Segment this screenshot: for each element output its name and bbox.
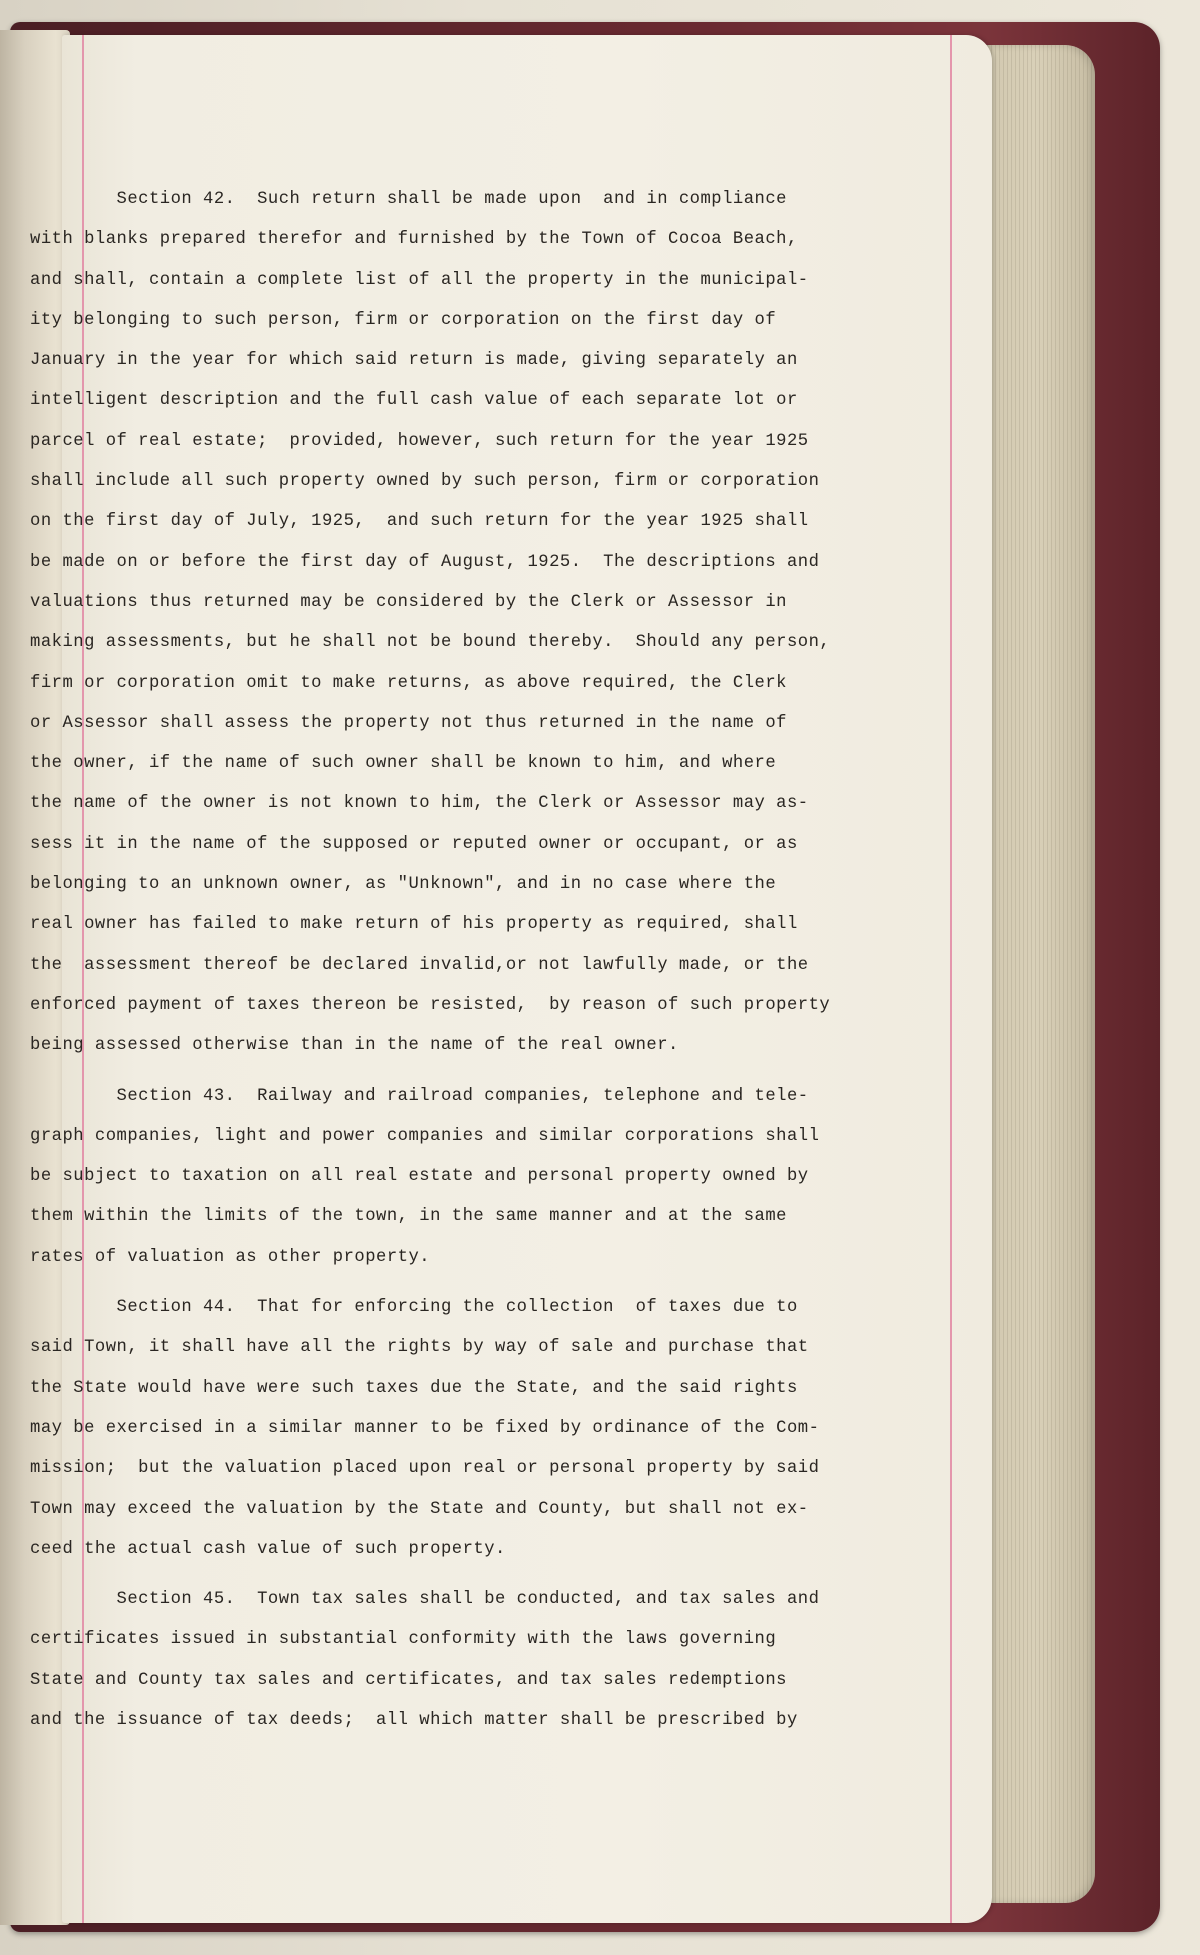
text-line: the State would have were such taxes due the State, and the said rights <box>30 1378 798 1398</box>
text-line: intelligent description and the full cash value of each separate lot or <box>30 391 798 411</box>
paragraph-section-42 <box>30 180 950 1067</box>
text-line: mission; but the valuation placed upon real or personal property by said <box>30 1459 820 1479</box>
text-line: the assessment thereof be declared invalid,or not lawfully made, or the <box>30 955 809 975</box>
paragraph-section-43 <box>30 1077 950 1278</box>
text-line: rates of valuation as other property. <box>30 1247 431 1267</box>
text-line: the owner, if the name of such owner shall be known to him, and where <box>30 754 777 774</box>
paragraph-section-45 <box>30 1580 950 1741</box>
text-line: graph companies, light and power companies and similar corporations shall <box>30 1126 820 1146</box>
text-line: firm or corporation omit to make returns, as above required, the Clerk <box>30 673 787 693</box>
text-line: may be exercised in a similar manner to be fixed by ordinance of the Com- <box>30 1418 820 1438</box>
text-line: being assessed otherwise than in the name of the real owner. <box>30 1036 679 1056</box>
text-line: State and County tax sales and certificates, and tax sales redemptions <box>30 1670 787 1690</box>
text-line: Section 44. That for enforcing the collection of taxes due to <box>30 1298 798 1318</box>
text-line: and shall, contain a complete list of all the property in the municipal- <box>30 270 809 290</box>
text-line: with blanks prepared therefor and furnished by the Town of Cocoa Beach, <box>30 230 798 250</box>
text-line: or Assessor shall assess the property not thus returned in the name of <box>30 713 787 733</box>
text-line: ity belonging to such person, firm or corporation on the first day of <box>30 310 777 330</box>
text-line: said Town, it shall have all the rights by way of sale and purchase that <box>30 1338 809 1358</box>
text-line: valuations thus returned may be considered by the Clerk or Assessor in <box>30 592 787 612</box>
text-line: the name of the owner is not known to him, the Clerk or Assessor may as- <box>30 794 809 814</box>
text-line: be subject to taxation on all real estate and personal property owned by <box>30 1167 809 1187</box>
text-line: parcel of real estate; provided, however, such return for the year 1925 <box>30 431 809 451</box>
text-line: be made on or before the first day of August, 1925. The descriptions and <box>30 552 820 572</box>
text-line: Section 42. Such return shall be made upon and in compliance <box>30 190 787 209</box>
text-line: shall include all such property owned by such person, firm or corporation <box>30 472 820 492</box>
text-line: January in the year for which said return is made, giving separately an <box>30 351 798 371</box>
text-line: ceed the actual cash value of such property. <box>30 1539 506 1559</box>
page-stack-edges <box>975 45 1095 1903</box>
text-line: them within the limits of the town, in the same manner and at the same <box>30 1207 787 1227</box>
right-margin-rule <box>950 35 952 1923</box>
text-line: Town may exceed the valuation by the State and County, but shall not ex- <box>30 1499 809 1519</box>
text-line: belonging to an unknown owner, as "Unknown", and in no case where the <box>30 875 777 895</box>
text-line: real owner has failed to make return of his property as required, shall <box>30 915 798 935</box>
text-line: enforced payment of taxes thereon be resisted, by reason of such property <box>30 995 831 1015</box>
text-line: Section 43. Railway and railroad companies, telephone and tele- <box>30 1086 809 1106</box>
text-line: Section 45. Town tax sales shall be conducted, and tax sales and <box>30 1590 820 1610</box>
paragraph-section-44 <box>30 1288 950 1570</box>
text-line: making assessments, but he shall not be bound thereby. Should any person, <box>30 633 831 653</box>
typed-text-body <box>30 180 950 1749</box>
text-line: on the first day of July, 1925, and such return for the year 1925 shall <box>30 512 809 532</box>
text-line: sess it in the name of the supposed or reputed owner or occupant, or as <box>30 834 798 854</box>
text-line: certificates issued in substantial conformity with the laws governing <box>30 1630 777 1650</box>
text-line: and the issuance of tax deeds; all which matter shall be prescribed by <box>30 1710 798 1730</box>
